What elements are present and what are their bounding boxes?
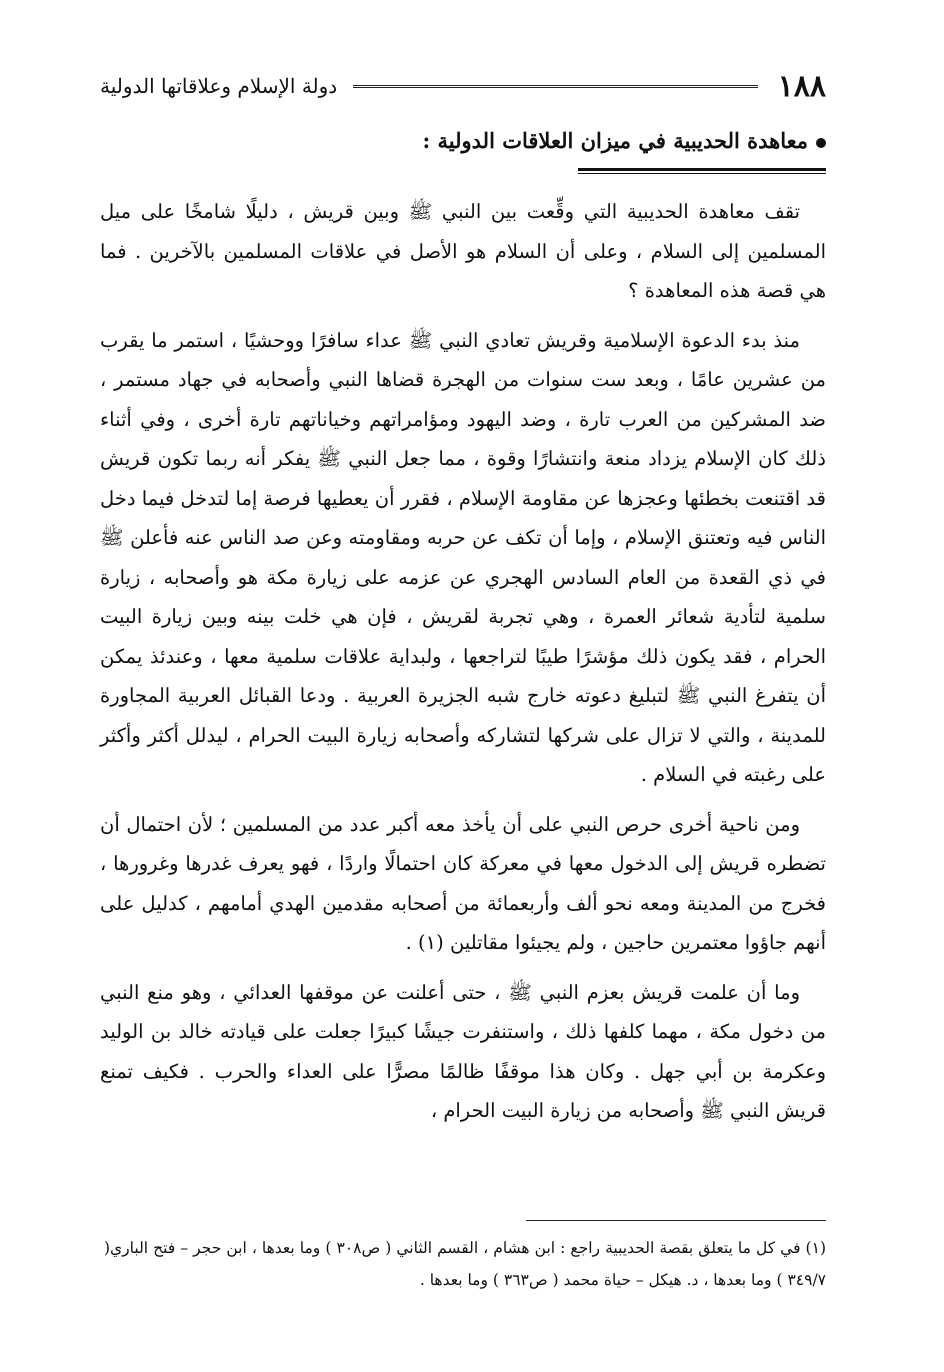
- running-title: دولة الإسلام وعلاقاتها الدولية: [100, 74, 338, 98]
- body-text: [100, 192, 826, 1141]
- footnote-rule: [526, 1220, 826, 1221]
- header-rule: [353, 85, 757, 88]
- paragraph: منذ بدء الدعوة الإسلامية وقريش تعادي النبي ﷺ عداء سافرًا ووحشيًا ، استمر ما يقرب من عشرين عامًا ، وبعد ست سنوات من الهجرة قضاها النبي وأصحابه في جهاد مستمر ، ضد المشركين من العرب تارة ، وضد اليهود ومؤامراتهم وخياناتهم تارة أخرى ، وفي أثناء ذلك كان الإسلام يزداد منعة وانتشارًا وقوة ، مما جعل النبي ﷺ يفكر أنه ربما تكون قريش قد اقتنعت بخطئها وعجزها عن مقاومة الإسلام ، فقرر أن يعطيها فرصة إما لتدخل فيما دخل الناس فيه وتعتنق الإسلام ، وإما أن تكف عن حربه ومقاومته وعن صد الناس عنه فأعلن ﷺ في ذي القعدة من العام السادس الهجري عن عزمه على زيارة مكة هو وأصحابه ، زيارة سلمية لتأدية شعائر العمرة ، وهي تجربة لقريش ، فإن هي خلت بينه وبين زيارة البيت الحرام ، فقد يكون ذلك مؤشرًا طيبًا لتراجعها ، ولبداية علاقات سلمية معها ، وعندئذ يمكن أن يتفرغ النبي ﷺ لتبليغ دعوته خارج شبه الجزيرة العربية . ودعا القبائل العربية المجاورة للمدينة ، والتي لا تزال على شركها لتشاركه وأصحابه زيارة البيت الحرام ، ليدلل أكثر وأكثر على رغبته في السلام .: [100, 328, 826, 786]
- footnote: (١) في كل ما يتعلق بقصة الحديبية راجع : ابن هشام ، القسم الثاني ( ص٣٠٨ ) وما بعدها ، ابن حجر – فتح الباري( ٣٤٩/٧ ) وما بعدها ، د. هيكل – حياة محمد ( ص٣٦٣ ) وما بعدها .: [104, 1239, 826, 1289]
- page-number: ١٨٨: [777, 68, 826, 104]
- paragraph: تقف معاهدة الحديبية التي وقِّعت بين النبي ﷺ وبين قريش ، دليلًا شامخًا على ميل المسلمين إلى السلام ، وعلى أن السلام هو الأصل في علاقات المسلمين بالآخرين . فما هي قصة هذه المعاهدة ؟: [100, 200, 826, 302]
- bullet-icon: [816, 138, 826, 148]
- section-heading: [366, 128, 826, 153]
- heading-underline: [578, 168, 826, 174]
- paragraph: وما أن علمت قريش بعزم النبي ﷺ ، حتى أعلنت عن موقفها العدائي ، وهو منع النبي من دخول مكة ، مهما كلفها ذلك ، واستنفرت جيشًا كبيرًا جعلت على قيادته خالد بن الوليد وعكرمة بن أبي جهل . وكان هذا موقفًا ظالمًا مصرًّا على العداء والحرب . فكيف تمنع قريش النبي ﷺ وأصحابه من زيارة البيت الحرام ،: [100, 980, 826, 1122]
- paragraph: ومن ناحية أخرى حرص النبي على أن يأخذ معه أكبر عدد من المسلمين ؛ لأن احتمال أن تضطره قريش إلى الدخول معها في معركة كان احتمالًا واردًا ، فهو يعرف غدرها وغرورها ، فخرج من المدينة ومعه نحو ألف وأربعمائة من أصحابه مقدمين الهدي أمامهم ، كدليل على أنهم جاؤوا معتمرين حاجين ، ولم يجيئوا مقاتلين (١) .: [100, 812, 826, 954]
- section-heading-text: معاهدة الحديبية في ميزان العلاقات الدولية :: [422, 128, 808, 153]
- running-header: [100, 66, 826, 106]
